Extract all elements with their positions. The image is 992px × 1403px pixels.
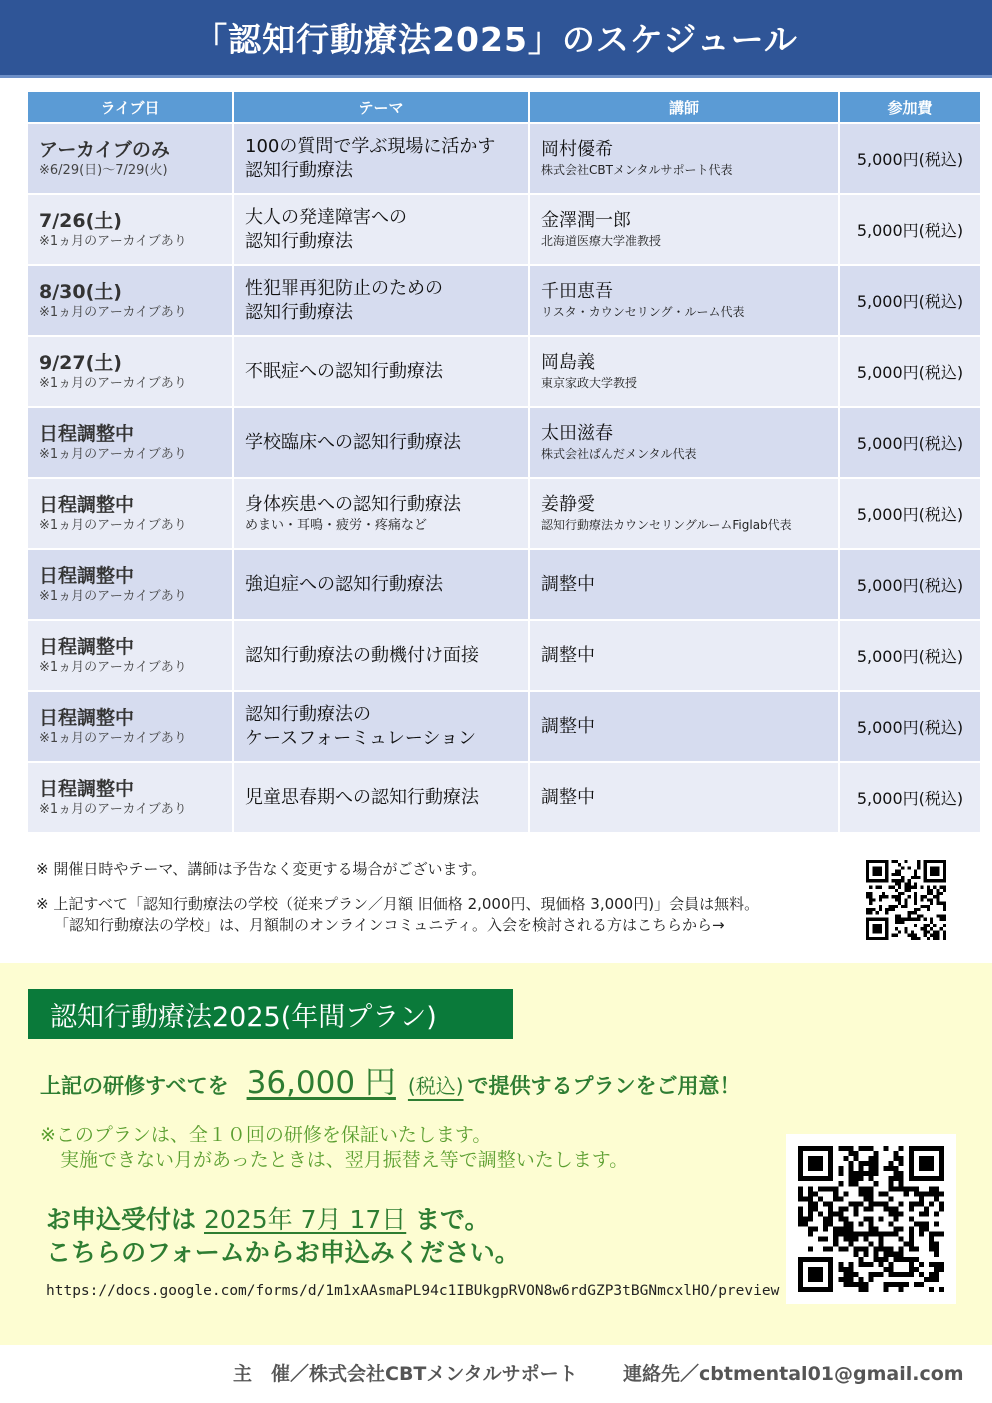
table-row <box>28 337 974 406</box>
table-row <box>28 763 974 832</box>
plan-note-line1: ※このプランは、全１０回の研修を保証いたします。 <box>40 1124 492 1146</box>
lecturer-name: 調整中 <box>541 573 595 595</box>
footer <box>0 1345 992 1403</box>
cell-lecturer <box>530 337 838 406</box>
cell-fee: 5,000円(税込) <box>840 621 980 690</box>
archive-note: ※1ヵ月のアーカイブあり <box>39 375 187 391</box>
theme-line: 学校臨床への認知行動療法 <box>245 431 461 453</box>
cell-fee: 5,000円(税込) <box>840 124 980 193</box>
cell-fee: 5,000円(税込) <box>840 479 980 548</box>
theme-line: 児童思春期への認知行動療法 <box>245 786 479 808</box>
lecturer-affiliation: 株式会社ぱんだメンタル代表 <box>541 447 697 461</box>
deadline-prefix: お申込受付は <box>46 1205 197 1234</box>
archive-note: ※1ヵ月のアーカイブあり <box>39 730 187 746</box>
lecturer-affiliation: 北海道医療大学准教授 <box>541 234 662 248</box>
cell-theme <box>234 479 528 548</box>
table-row <box>28 692 974 761</box>
live-date: 日程調整中 <box>39 635 135 658</box>
cell-lecturer <box>530 763 838 832</box>
cell-lecturer <box>530 692 838 761</box>
cell-theme <box>234 195 528 264</box>
notes <box>36 858 856 935</box>
lecturer-affiliation: リスタ・カウンセリング・ルーム代表 <box>541 305 745 319</box>
table-row <box>28 621 974 690</box>
cell-date <box>28 195 232 264</box>
theme-line: 100の質問で学ぶ現場に活かす <box>245 135 496 157</box>
cell-date <box>28 408 232 477</box>
lecturer-name: 調整中 <box>541 786 595 808</box>
cell-date <box>28 763 232 832</box>
note-change: ※ 開催日時やテーマ、講師は予告なく変更する場合がございます。 <box>36 860 487 878</box>
theme-line: 認知行動療法 <box>245 159 353 181</box>
cell-theme <box>234 550 528 619</box>
cell-date <box>28 124 232 193</box>
live-date: 日程調整中 <box>39 422 135 445</box>
archive-note: ※1ヵ月のアーカイブあり <box>39 517 187 533</box>
cell-date <box>28 550 232 619</box>
archive-note: ※6/29(日)～7/29(火) <box>39 162 168 178</box>
table-header <box>28 92 974 122</box>
cell-theme <box>234 266 528 335</box>
lecturer-name: 金澤潤一郎 <box>541 210 631 231</box>
table-row <box>28 408 974 477</box>
cell-theme <box>234 124 528 193</box>
cell-theme <box>234 337 528 406</box>
cell-date <box>28 692 232 761</box>
cell-fee: 5,000円(税込) <box>840 266 980 335</box>
live-date: 日程調整中 <box>39 564 135 587</box>
cell-fee: 5,000円(税込) <box>840 763 980 832</box>
theme-line: 身体疾患への認知行動療法 <box>245 493 461 515</box>
lecturer-name: 岡村優希 <box>541 139 613 160</box>
deadline <box>46 1203 520 1269</box>
cell-fee: 5,000円(税込) <box>840 337 980 406</box>
cell-fee: 5,000円(税込) <box>840 408 980 477</box>
theme-line: 性犯罪再犯防止のための <box>245 277 443 299</box>
plan-guarantee-note <box>40 1123 628 1173</box>
theme-line: 認知行動療法 <box>245 230 353 252</box>
footer-host: 主 催／株式会社CBTメンタルサポート <box>233 1363 578 1385</box>
theme-line: 大人の発達障害への <box>245 206 407 228</box>
lecturer-name: 調整中 <box>541 715 595 737</box>
cell-fee: 5,000円(税込) <box>840 692 980 761</box>
lecturer-name: 姜静愛 <box>541 494 595 515</box>
theme-line: 強迫症への認知行動療法 <box>245 573 443 595</box>
live-date: 8/30(土) <box>39 280 122 303</box>
column-header-lecturer: 講師 <box>530 92 838 122</box>
cell-date <box>28 337 232 406</box>
theme-line: ケースフォーミュレーション <box>245 727 477 749</box>
live-date: 7/26(土) <box>39 209 122 232</box>
archive-note: ※1ヵ月のアーカイブあり <box>39 588 187 604</box>
qr-code-icon[interactable] <box>866 860 946 940</box>
lecturer-name: 岡島義 <box>541 352 595 373</box>
note-members-free: ※ 上記すべて「認知行動療法の学校（従来プラン／月額 旧価格 2,000円、現価格 3,000円)」会員は無料。 <box>36 895 760 913</box>
form-url-link[interactable]: https://docs.google.com/forms/d/1m1xAAsmaPL94c1IBUkgpRVON8w6rdGZP3tBGNmcxlHO/preview <box>46 1283 780 1299</box>
theme-line: 認知行動療法の <box>245 703 371 725</box>
cell-lecturer <box>530 479 838 548</box>
cell-theme <box>234 408 528 477</box>
theme-line: 認知行動療法の動機付け面接 <box>245 644 479 666</box>
cell-lecturer <box>530 124 838 193</box>
live-date: アーカイブのみ <box>39 138 170 161</box>
plan-note-line2: 実施できない月があったときは、翌月振替え等で調整いたします。 <box>60 1149 629 1171</box>
deadline-line2: こちらのフォームからお申込みください。 <box>46 1238 520 1267</box>
live-date: 日程調整中 <box>39 706 135 729</box>
column-header-fee: 参加費 <box>840 92 980 122</box>
deadline-date: 2025年 7月 17日 <box>204 1205 407 1234</box>
deadline-suffix: まで。 <box>414 1205 490 1234</box>
offer-prefix: 上記の研修すべてを <box>40 1074 229 1098</box>
footer-contact: 連絡先／cbtmental01@gmail.com <box>623 1363 964 1385</box>
archive-note: ※1ヵ月のアーカイブあり <box>39 446 187 462</box>
live-date: 日程調整中 <box>39 777 135 800</box>
table-row <box>28 195 974 264</box>
plan-tax: (税込) <box>407 1074 464 1098</box>
lecturer-affiliation: 認知行動療法カウンセリングルームFiglab代表 <box>541 518 792 532</box>
cell-date <box>28 266 232 335</box>
archive-note: ※1ヵ月のアーカイブあり <box>39 801 187 817</box>
live-date: 日程調整中 <box>39 493 135 516</box>
cell-lecturer <box>530 408 838 477</box>
cell-lecturer <box>530 550 838 619</box>
plan-title: 認知行動療法2025(年間プラン) <box>28 989 513 1039</box>
cell-fee: 5,000円(税込) <box>840 550 980 619</box>
page-header <box>0 0 992 78</box>
lecturer-name: 調整中 <box>541 644 595 666</box>
theme-line: 認知行動療法 <box>245 301 353 323</box>
cell-date <box>28 479 232 548</box>
column-header-date: ライブ日 <box>28 92 232 122</box>
cell-date <box>28 621 232 690</box>
lecturer-affiliation: 東京家政大学教授 <box>541 376 638 390</box>
table-row <box>28 550 974 619</box>
note-community: 「認知行動療法の学校」は、月額制のオンラインコミュニティ。入会を検討される方はこちらから→ <box>54 916 725 934</box>
form-qr-box <box>786 1134 956 1304</box>
schedule-table <box>28 92 974 832</box>
plan-offer <box>40 1057 741 1102</box>
cell-lecturer <box>530 266 838 335</box>
offer-suffix: で提供するプランをご用意！ <box>467 1074 741 1098</box>
lecturer-name: 千田恵吾 <box>541 281 613 302</box>
annual-plan-section <box>0 963 992 1345</box>
column-header-theme: テーマ <box>234 92 528 122</box>
cell-fee: 5,000円(税込) <box>840 195 980 264</box>
qr-code-icon[interactable] <box>798 1146 944 1292</box>
plan-price: 36,000 円 <box>246 1065 396 1101</box>
lecturer-affiliation: 株式会社CBTメンタルサポート代表 <box>541 163 733 177</box>
archive-note: ※1ヵ月のアーカイブあり <box>39 659 187 675</box>
cell-theme <box>234 763 528 832</box>
table-row <box>28 124 974 193</box>
cell-theme <box>234 621 528 690</box>
cell-lecturer <box>530 195 838 264</box>
lecturer-name: 太田滋春 <box>541 423 613 444</box>
live-date: 9/27(土) <box>39 351 122 374</box>
cell-theme <box>234 692 528 761</box>
archive-note: ※1ヵ月のアーカイブあり <box>39 304 187 320</box>
cell-lecturer <box>530 621 838 690</box>
table-row <box>28 266 974 335</box>
page-title: 「認知行動療法2025」のスケジュール <box>194 20 798 59</box>
table-row <box>28 479 974 548</box>
theme-line: 不眠症への認知行動療法 <box>245 360 443 382</box>
archive-note: ※1ヵ月のアーカイブあり <box>39 233 187 249</box>
theme-subtitle: めまい・耳鳴・疲労・疼痛など <box>245 517 428 533</box>
